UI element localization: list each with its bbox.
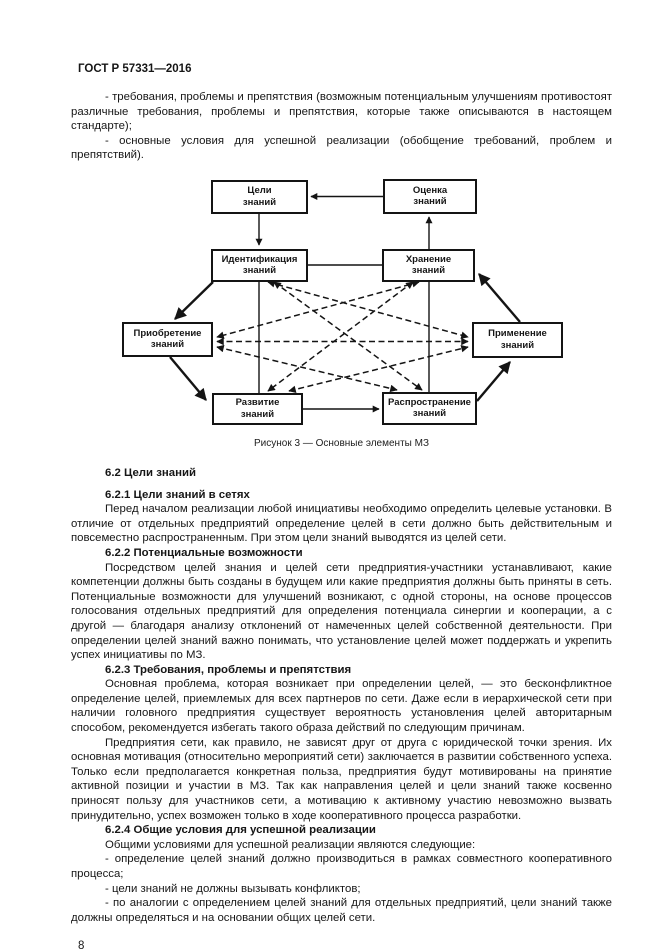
box-label-line: знаний: [412, 408, 447, 420]
paragraph-6-2-3-a: Основная проблема, которая возникает при определении целей, — это бесконфликтное определение целей, приемлемых для всех партнеров по сети. Даже если в иерархической сети при наличии головного предприятия существует вероятность установления целей авторитарным способом, рекомендуется избегать такого образа действий по следующим причинам.: [71, 678, 612, 735]
box-label-line: Развитие: [235, 397, 280, 409]
box-label-line: знаний: [150, 339, 185, 351]
paragraph-6-2-4-bullet-3: - по аналогии с определением целей знаний для отдельных предприятий, цели знаний также должны определяться и на основании общих целей сети.: [71, 897, 612, 924]
dashed-storage-acquisition: [217, 282, 419, 337]
diagram-box-knowledge-application: [472, 322, 563, 358]
box-label-line: знаний: [240, 408, 275, 420]
diagram-box-knowledge-acquisition: [122, 322, 213, 357]
box-label-line: Приобретение: [133, 327, 202, 339]
dashed-identification-distribution: [274, 282, 422, 390]
dashed-storage-development: [268, 282, 413, 391]
paragraph-6-2-4-intro: Общими условиями для успешной реализации являются следующие:: [105, 838, 476, 851]
diagram-box-knowledge-identification: [211, 249, 308, 282]
section-heading-6-2-2: 6.2.2 Потенциальные возможности: [105, 546, 303, 559]
intro-bullet-1: - требования, проблемы и препятствия (возможным потенциальным улучшениям противостоят различные требования, проблемы и препятствия, которые также описываются в настоящем стандарте);: [71, 91, 612, 133]
solid-thick-arrows: [170, 274, 520, 401]
dashed-development-application: [289, 347, 468, 391]
diagram-box-knowledge-evaluation: [383, 179, 477, 214]
dashed-acquisition-distribution: [217, 347, 397, 390]
figure-caption: Рисунок 3 — Основные элементы МЗ: [254, 437, 429, 449]
arrow-acquisition-to-development: [170, 357, 206, 400]
section-heading-6-2-1: 6.2.1 Цели знаний в сетях: [105, 488, 250, 501]
diagram-box-knowledge-development: [212, 393, 303, 425]
paragraph-6-2-4-bullet-1: - определение целей знаний должно производиться в рамках совместного кооперативного процесса;: [71, 853, 612, 880]
paragraph-6-2-1: Перед началом реализации любой инициативы необходимо определить целевые установки. В отличие от отдельных предприятий определение целей в сети должно быть действительным и повсеместно распространенным. При этом цели знаний выводятся из целей сети.: [71, 503, 612, 545]
diagram-box-knowledge-distribution: [382, 392, 477, 425]
box-label-line: знаний: [411, 265, 446, 277]
arrow-distribution-to-application: [477, 362, 510, 401]
box-label-line: знаний: [413, 196, 447, 208]
paragraph-6-2-4-bullet-2: - цели знаний не должны вызывать конфликтов;: [105, 882, 361, 895]
box-label-line: Хранение: [405, 253, 452, 265]
page-number: 8: [78, 940, 85, 952]
box-label-line: Идентификация: [221, 253, 298, 265]
box-label-line: знаний: [242, 196, 277, 208]
arrow-application-to-storage: [479, 274, 520, 322]
paragraph-6-2-2: Посредством целей знания и целей сети предприятия-участники устанавливают, какие компетенции должны быть созданы в будущем или какие предприятия должны быть приняты в сеть. Потенциальные возможности для улучшений возникают, с одной стороны, на основе процессов голосования отдельных предприятий для определения потенциала синергии и кооперации, а с другой — благодаря анализу отклонений от намеченных целей собственной деятельности. При определении целей знаний важно понимать, что установление целей может поддержать и укрепить успех инициативы по МЗ.: [71, 561, 612, 662]
box-label-line: знаний: [242, 265, 277, 277]
document-header: ГОСТ Р 57331—2016: [78, 63, 192, 75]
diagram-connectors: [71, 179, 612, 429]
arrow-identification-to-acquisition: [175, 282, 213, 319]
paragraph-6-2-3-b: Предприятия сети, как правило, не зависят друг от друга с юридической точки зрения. Их основная мотивация (относительно мероприятий сети) заключается в развитии собственного успеха. Только если предполагается конкретная польза, предприятия будут мотивированы на принятие активной позиции и участии в МЗ. Так как направления целей и цели знаний также косвенно приносят пользу для участников сети, а мотивацию к активному участию невозможно вызвать принудительно, успех возможен только в ходе кооперативного процесса разработки.: [71, 736, 612, 822]
section-heading-6-2-3: 6.2.3 Требования, проблемы и препятствия: [105, 663, 352, 676]
box-label-line: Оценка: [412, 184, 448, 196]
figure-diagram: [71, 179, 612, 429]
box-label-line: Применение: [488, 328, 547, 340]
dashed-links: [217, 282, 468, 391]
section-heading-6-2-4: 6.2.4 Общие условия для успешной реализации: [105, 824, 376, 837]
dashed-identification-application: [268, 282, 468, 337]
diagram-box-knowledge-goals: [211, 180, 308, 214]
diagram-box-knowledge-storage: [382, 249, 475, 282]
intro-bullet-2: - основные условия для успешной реализации (обобщение требований, проблем и препятствий).: [71, 134, 612, 162]
box-label-line: Распространение: [388, 396, 471, 408]
box-label-line: Цели: [247, 185, 272, 197]
section-heading-6-2: 6.2 Цели знаний: [105, 466, 196, 479]
box-label-line: знаний: [500, 339, 535, 351]
